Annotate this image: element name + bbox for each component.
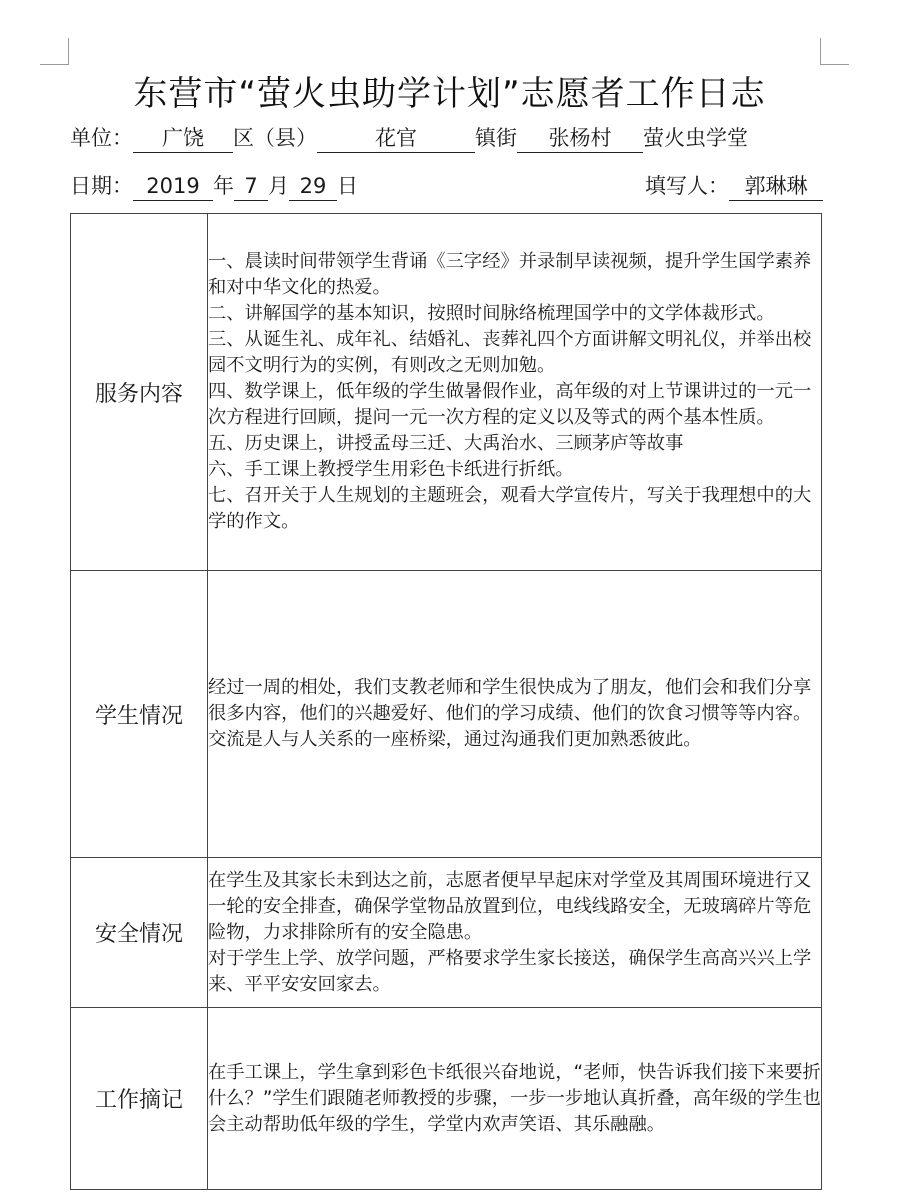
row-content-notes: [208, 1008, 822, 1190]
school-name: 萤火虫学堂: [643, 126, 748, 150]
unit-label: 单位：: [70, 126, 133, 150]
village-field: 张杨村: [517, 124, 643, 153]
town-field: 花官: [317, 124, 475, 153]
service-item-7: 七、召开关于人生规划的主题班会，观看大学宣传片，写关于我理想中的大学的作文。: [208, 485, 812, 532]
service-item-1: 一、晨读时间带领学生背诵《三字经》并录制早读视频，提升学生国学素养和对中华文化的热爱。: [208, 251, 812, 298]
filler-line: [645, 170, 823, 201]
date-label: 日期：: [70, 174, 133, 198]
service-item-2: 二、讲解国学的基本知识，按照时间脉络梳理国学中的文学体裁形式。: [208, 303, 775, 324]
month-suffix: 月: [268, 174, 289, 198]
year-suffix: 年: [213, 174, 234, 198]
page-corner-mark-left: [40, 38, 69, 65]
year-field: 2019: [133, 172, 213, 201]
safety-paragraph-1: 在学生及其家长未到达之前，志愿者便早早起床对学堂及其周围环境进行又一轮的安全排查，确保学堂物品放置到位，电线线路安全，无玻璃碎片等危险物，力求排除所有的安全隐患。: [208, 869, 812, 943]
document-title: 东营市“萤火虫助学计划”志愿者工作日志: [133, 74, 766, 114]
row-label-notes: 工作摘记: [71, 1008, 208, 1190]
row-content-safety: [208, 858, 822, 1008]
town-suffix: 镇街: [475, 126, 517, 150]
unit-line: [70, 122, 748, 153]
month-field: 7: [234, 172, 268, 201]
day-suffix: 日: [337, 174, 358, 198]
row-content-students: [208, 571, 822, 858]
filler-name-field: 郭琳琳: [729, 172, 823, 201]
row-label-safety: 安全情况: [71, 858, 208, 1008]
district-field: 广饶: [133, 124, 233, 153]
row-content-service: [208, 214, 822, 571]
service-item-5: 五、历史课上，讲授孟母三迁、大禹治水、三顾茅庐等故事: [208, 433, 684, 454]
service-item-4: 四、数学课上，低年级的学生做暑假作业，高年级的对上节课讲过的一元一次方程进行回顾，提问一元一次方程的定义以及等式的两个基本性质。: [208, 381, 812, 428]
date-line: [70, 170, 358, 201]
table-row-safety: [71, 858, 822, 1008]
service-item-6: 六、手工课上教授学生用彩色卡纸进行折纸。: [208, 459, 574, 480]
service-item-3: 三、从诞生礼、成年礼、结婚礼、丧葬礼四个方面讲解文明礼仪，并举出校园不文明行为的实例，有则改之无则加勉。: [208, 329, 812, 376]
work-log-table: [70, 213, 822, 1190]
row-label-students: 学生情况: [71, 571, 208, 858]
row-label-service: 服务内容: [71, 214, 208, 571]
page-corner-mark-right: [820, 38, 849, 65]
table-row-service: [71, 214, 822, 571]
day-field: 29: [289, 172, 337, 201]
table-row-notes: [71, 1008, 822, 1190]
students-paragraph: 经过一周的相处，我们支教老师和学生很快成为了朋友，他们会和我们分享很多内容，他们的兴趣爱好、他们的学习成绩、他们的饮食习惯等等内容。交流是人与人关系的一座桥梁，通过沟通我们更加熟悉彼此。: [208, 677, 812, 750]
notes-paragraph: 在手工课上，学生拿到彩色卡纸很兴奋地说，“老师，快告诉我们接下来要折什么？”学生们跟随老师教授的步骤，一步一步地认真折叠，高年级的学生也会主动帮助低年级的学生，学堂内欢声笑语、其乐融融。: [208, 1061, 821, 1135]
filler-label: 填写人：: [645, 174, 729, 198]
safety-paragraph-2: 对于学生上学、放学问题，严格要求学生家长接送，确保学生高高兴兴上学来、平平安安回家去。: [208, 947, 812, 995]
table-row-students: [71, 571, 822, 858]
district-suffix: 区（县）: [233, 126, 317, 150]
